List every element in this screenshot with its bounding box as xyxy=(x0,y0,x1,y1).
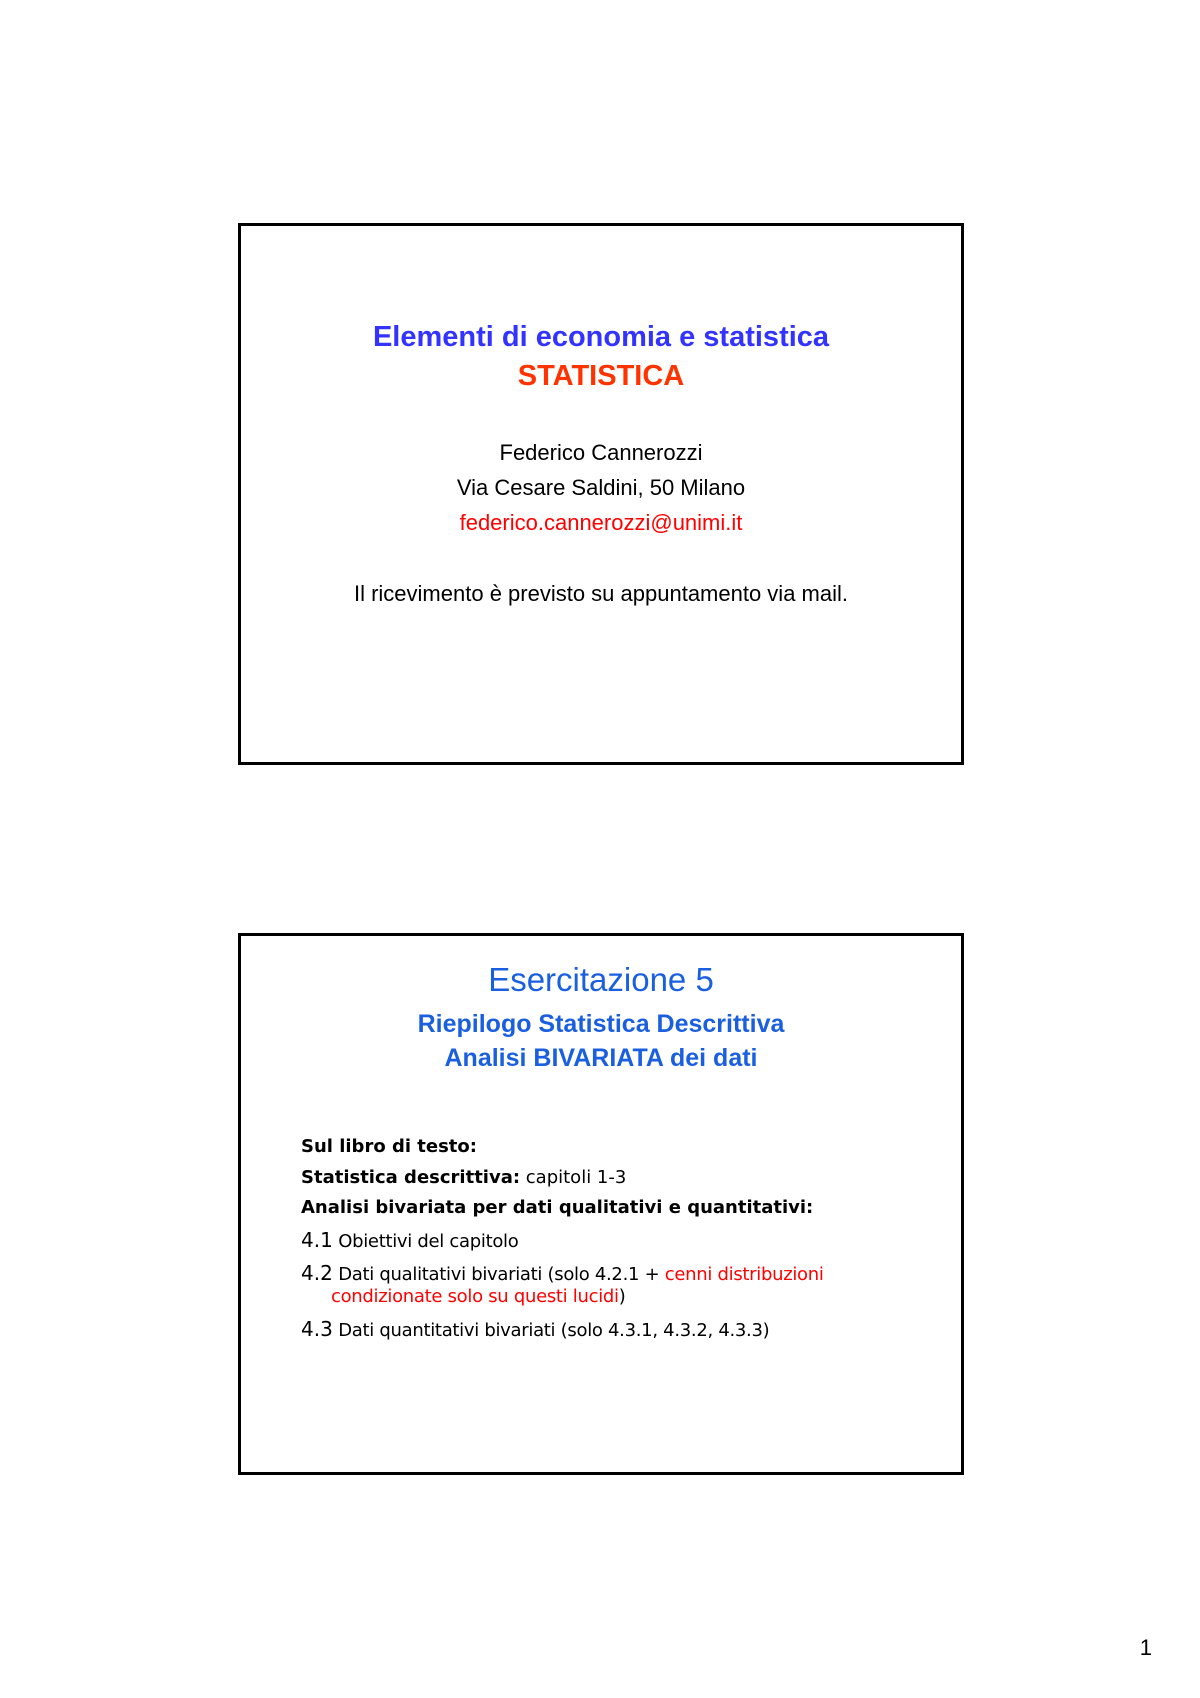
slide-1 xyxy=(238,223,964,765)
item-text: Dati quantitativi bivariati (solo 4.3.1, 4.3.2, 4.3.3) xyxy=(332,1319,770,1341)
slide-1-subtitle: STATISTICA xyxy=(517,360,685,392)
page-number: 1 xyxy=(1139,1635,1152,1660)
slide-1-title: Elementi di economia e statistica xyxy=(372,321,830,353)
author-email[interactable]: federico.cannerozzi@unimi.it xyxy=(459,510,743,535)
descriptive-stats-value: capitoli 1-3 xyxy=(520,1166,627,1188)
item-number: 4.3 xyxy=(301,1316,333,1341)
office-hours-note: Il ricevimento è previsto su appuntamento via mail. xyxy=(353,581,848,606)
slide-2-title: Esercitazione 5 xyxy=(488,961,714,998)
item-number: 4.1 xyxy=(301,1227,333,1252)
descriptive-stats-row xyxy=(301,1167,931,1189)
descriptive-stats-label: Statistica descrittiva: xyxy=(301,1166,521,1188)
slide-2-body xyxy=(301,1136,931,1350)
slide-2-subtitle-2: Analisi BIVARIATA dei dati xyxy=(444,1044,758,1072)
slide-2-subtitle-1: Riepilogo Statistica Descrittiva xyxy=(417,1010,785,1038)
textbook-label: Sul libro di testo: xyxy=(301,1136,477,1157)
bivariate-label: Analisi bivariata per dati qualitativi e quantitativi: xyxy=(301,1197,814,1219)
list-item xyxy=(301,1261,931,1307)
slide-2 xyxy=(238,933,964,1475)
item-highlight-continued: condizionate solo su questi lucidi xyxy=(331,1285,619,1307)
item-number: 4.2 xyxy=(301,1261,333,1286)
item-close-paren: ) xyxy=(618,1285,626,1307)
author-name: Federico Cannerozzi xyxy=(499,440,703,465)
item-highlight: cenni distribuzioni xyxy=(664,1264,824,1286)
list-item xyxy=(301,1228,931,1253)
list-item xyxy=(301,1317,931,1342)
item-text: Obiettivi del capitolo xyxy=(332,1230,519,1252)
item-text: Dati qualitativi bivariati (solo 4.2.1 + xyxy=(332,1264,665,1286)
author-address: Via Cesare Saldini, 50 Milano xyxy=(456,475,746,500)
